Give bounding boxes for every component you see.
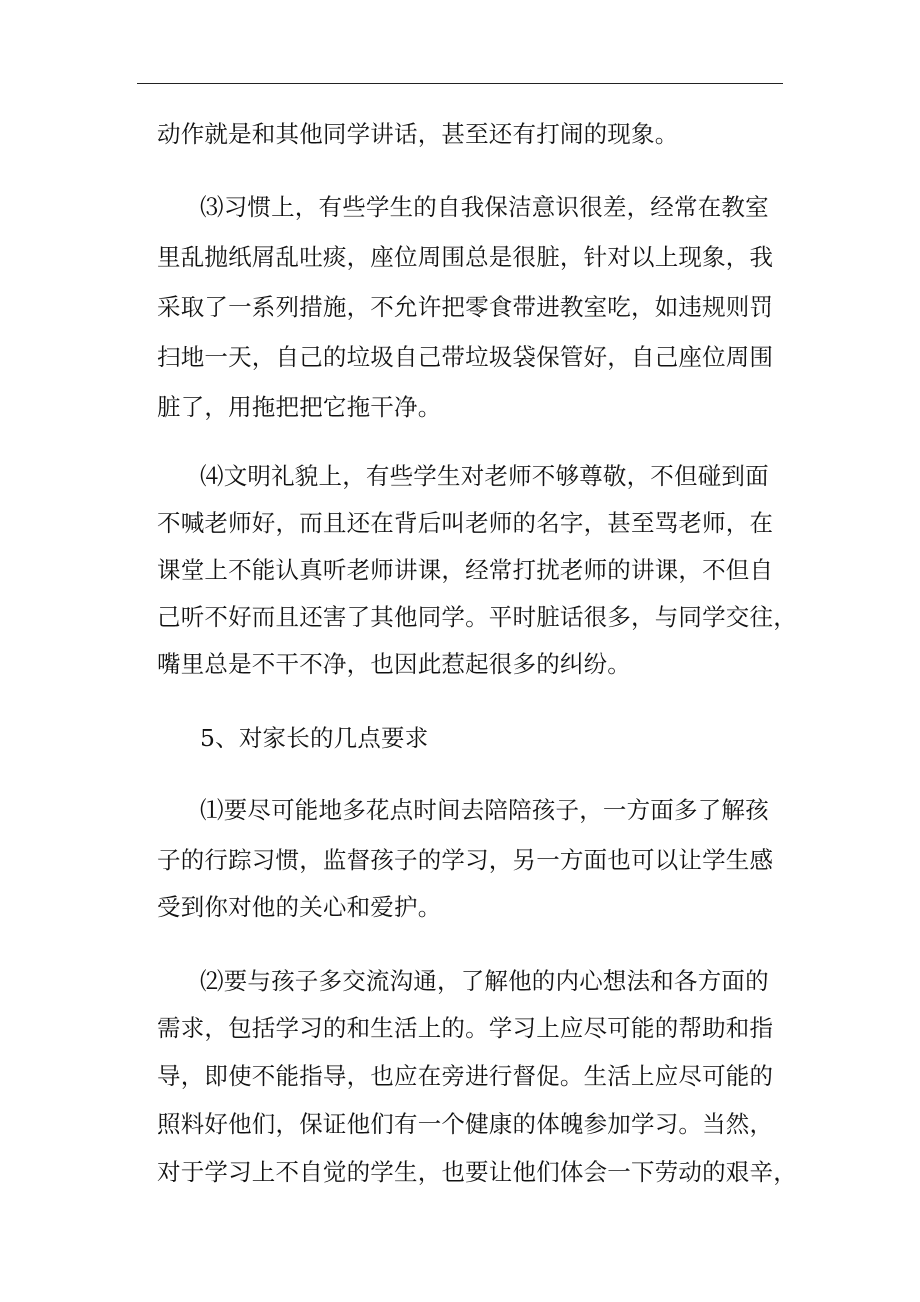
header-rule [137,83,783,84]
text-line: ⑷文明礼貌上，有些学生对老师不够尊敬，不但碰到面 [200,462,769,490]
text-line: 里乱抛纸屑乱吐痰，座位周围总是很脏，针对以上现象，我 [157,243,774,271]
text-line: 嘴里总是不干不净，也因此惹起很多的纠纷。 [157,650,631,678]
text-line: 动作就是和其他同学讲话，甚至还有打闹的现象。 [157,120,679,148]
text-line: 子的行踪习惯，监督孩子的学习，另一方面也可以让学生感 [157,846,774,874]
text-line: ⑴要尽可能地多花点时间去陪陪孩子，一方面多了解孩 [200,796,769,824]
text-line: 采取了一系列措施，不允许把零食带进教室吃，如违规则罚 [157,293,774,321]
text-line: 需求，包括学习的和生活上的。学习上应尽可能的帮助和指 [157,1014,774,1042]
text-line: 不喊老师好，而且还在背后叫老师的名字，甚至骂老师，在 [157,509,774,537]
text-line: 扫地一天，自己的垃圾自己带垃圾袋保管好，自己座位周围 [157,343,774,371]
text-line: ⑵要与孩子多交流沟通，了解他的内心想法和各方面的 [200,967,769,995]
text-line: 脏了，用拖把把它拖干净。 [157,393,442,421]
text-line: 课堂上不能认真听老师讲课，经常打扰老师的讲课，不但自 [157,556,774,584]
text-line: 导，即使不能指导，也应在旁进行督促。生活上应尽可能的 [157,1062,774,1090]
text-line: 照料好他们，保证他们有一个健康的体魄参加学习。当然， [157,1110,774,1138]
text-line: ⑶习惯上，有些学生的自我保洁意识很差，经常在教室 [200,193,769,221]
text-line: 对于学习上不自觉的学生，也要让他们体会一下劳动的艰辛， [157,1158,797,1186]
text-line: 己听不好而且还害了其他同学。平时脏话很多，与同学交往， [157,603,797,631]
text-line: 受到你对他的关心和爱护。 [157,893,442,921]
section-heading: 5、对家长的几点要求 [200,724,429,752]
